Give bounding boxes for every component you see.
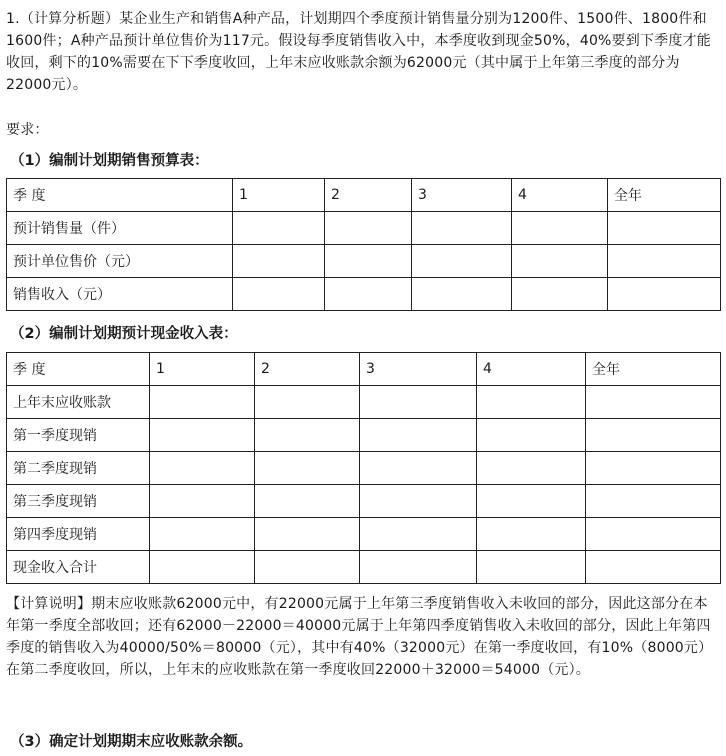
empty-cell (325, 278, 412, 311)
table-row (7, 212, 721, 245)
empty-cell (325, 212, 412, 245)
table-row (7, 245, 721, 278)
empty-cell (255, 518, 360, 551)
requirements-label: 要求： (6, 122, 49, 138)
empty-cell (255, 419, 360, 452)
empty-cell (586, 386, 721, 419)
header-cell: 1 (233, 179, 325, 212)
empty-cell (586, 518, 721, 551)
table-row (7, 518, 721, 551)
empty-cell (360, 518, 477, 551)
empty-cell (360, 452, 477, 485)
table-row (7, 485, 721, 518)
question-text: 1.（计算分析题）某企业生产和销售A种产品，计划期四个季度预计销售量分别为1200件、1500件、1800件和1600件；A种产品预计单位售价为117元。假设每季度销售收入中，本季度收到现金50%，40%要到下季度才能收回，剩下的10%需要在下下季度收回，上年末应收账款余额为62000元（其中属于上年第三季度的部分为22000元）。 (6, 11, 711, 93)
row-label: 销售收入（元） (7, 278, 233, 311)
empty-cell (255, 386, 360, 419)
table-row (7, 386, 721, 419)
empty-cell (477, 485, 586, 518)
empty-cell (150, 419, 255, 452)
part2-heading: （2）编制计划期预计现金收入表： (10, 326, 238, 342)
header-cell: 全年 (586, 353, 721, 386)
empty-cell (150, 485, 255, 518)
row-label: 上年末应收账款 (7, 386, 150, 419)
empty-cell (477, 386, 586, 419)
empty-cell (412, 278, 512, 311)
part1-heading: （1）编制计划期销售预算表： (10, 153, 209, 169)
explanation-text: 期末应收账款62000元中，有22000元属于上年第三季度销售收入未收回的部分，因此这部分在本年第一季度全部收回；还有62000－22000＝40000元属于上年第四季度销售收入未收回的部分，因此上年第四季度的销售收入为40000/50%＝80000（元），其中有40%（32000元）在第一季度收回，有10%（8000元）在第二季度收回，所以，上年末的应收账款在第一季度收回22000＋32000＝54000（元）。 (6, 596, 713, 678)
empty-cell (150, 386, 255, 419)
empty-cell (586, 419, 721, 452)
empty-cell (255, 551, 360, 584)
empty-cell (586, 452, 721, 485)
empty-cell (360, 419, 477, 452)
row-label: 第一季度现销 (7, 419, 150, 452)
empty-cell (608, 212, 721, 245)
empty-cell (477, 518, 586, 551)
part3-heading: （3）确定计划期期末应收账款余额。 (10, 734, 253, 750)
row-label: 预计销售量（件） (7, 212, 233, 245)
empty-cell (360, 551, 477, 584)
header-cell: 全年 (608, 179, 721, 212)
table-row (7, 551, 721, 584)
empty-cell (608, 278, 721, 311)
header-cell: 2 (325, 179, 412, 212)
empty-cell (360, 386, 477, 419)
empty-cell (512, 278, 608, 311)
empty-cell (512, 245, 608, 278)
empty-cell (233, 245, 325, 278)
header-cell: 4 (477, 353, 586, 386)
header-cell: 3 (360, 353, 477, 386)
empty-cell (412, 245, 512, 278)
header-cell: 4 (512, 179, 608, 212)
empty-cell (477, 551, 586, 584)
header-cell: 季 度 (7, 179, 233, 212)
empty-cell (586, 485, 721, 518)
cash-receipts-table (6, 352, 721, 584)
empty-cell (412, 212, 512, 245)
table-row (7, 419, 721, 452)
empty-cell (608, 245, 721, 278)
header-cell: 2 (255, 353, 360, 386)
empty-cell (325, 245, 412, 278)
empty-cell (477, 419, 586, 452)
empty-cell (586, 551, 721, 584)
header-cell: 3 (412, 179, 512, 212)
explanation-label: 【计算说明】 (6, 596, 92, 612)
empty-cell (150, 518, 255, 551)
empty-cell (512, 212, 608, 245)
sales-budget-table (6, 178, 721, 311)
row-label: 现金收入合计 (7, 551, 150, 584)
row-label: 第二季度现销 (7, 452, 150, 485)
empty-cell (477, 452, 586, 485)
explanation-paragraph (6, 593, 720, 681)
table-header-row (7, 179, 721, 212)
table-row (7, 278, 721, 311)
row-label: 预计单位售价（元） (7, 245, 233, 278)
empty-cell (255, 452, 360, 485)
empty-cell (233, 212, 325, 245)
empty-cell (360, 485, 477, 518)
empty-cell (150, 551, 255, 584)
empty-cell (255, 485, 360, 518)
row-label: 第三季度现销 (7, 485, 150, 518)
header-cell: 季 度 (7, 353, 150, 386)
empty-cell (233, 278, 325, 311)
table-row (7, 452, 721, 485)
empty-cell (150, 452, 255, 485)
table-header-row (7, 353, 721, 386)
row-label: 第四季度现销 (7, 518, 150, 551)
header-cell: 1 (150, 353, 255, 386)
